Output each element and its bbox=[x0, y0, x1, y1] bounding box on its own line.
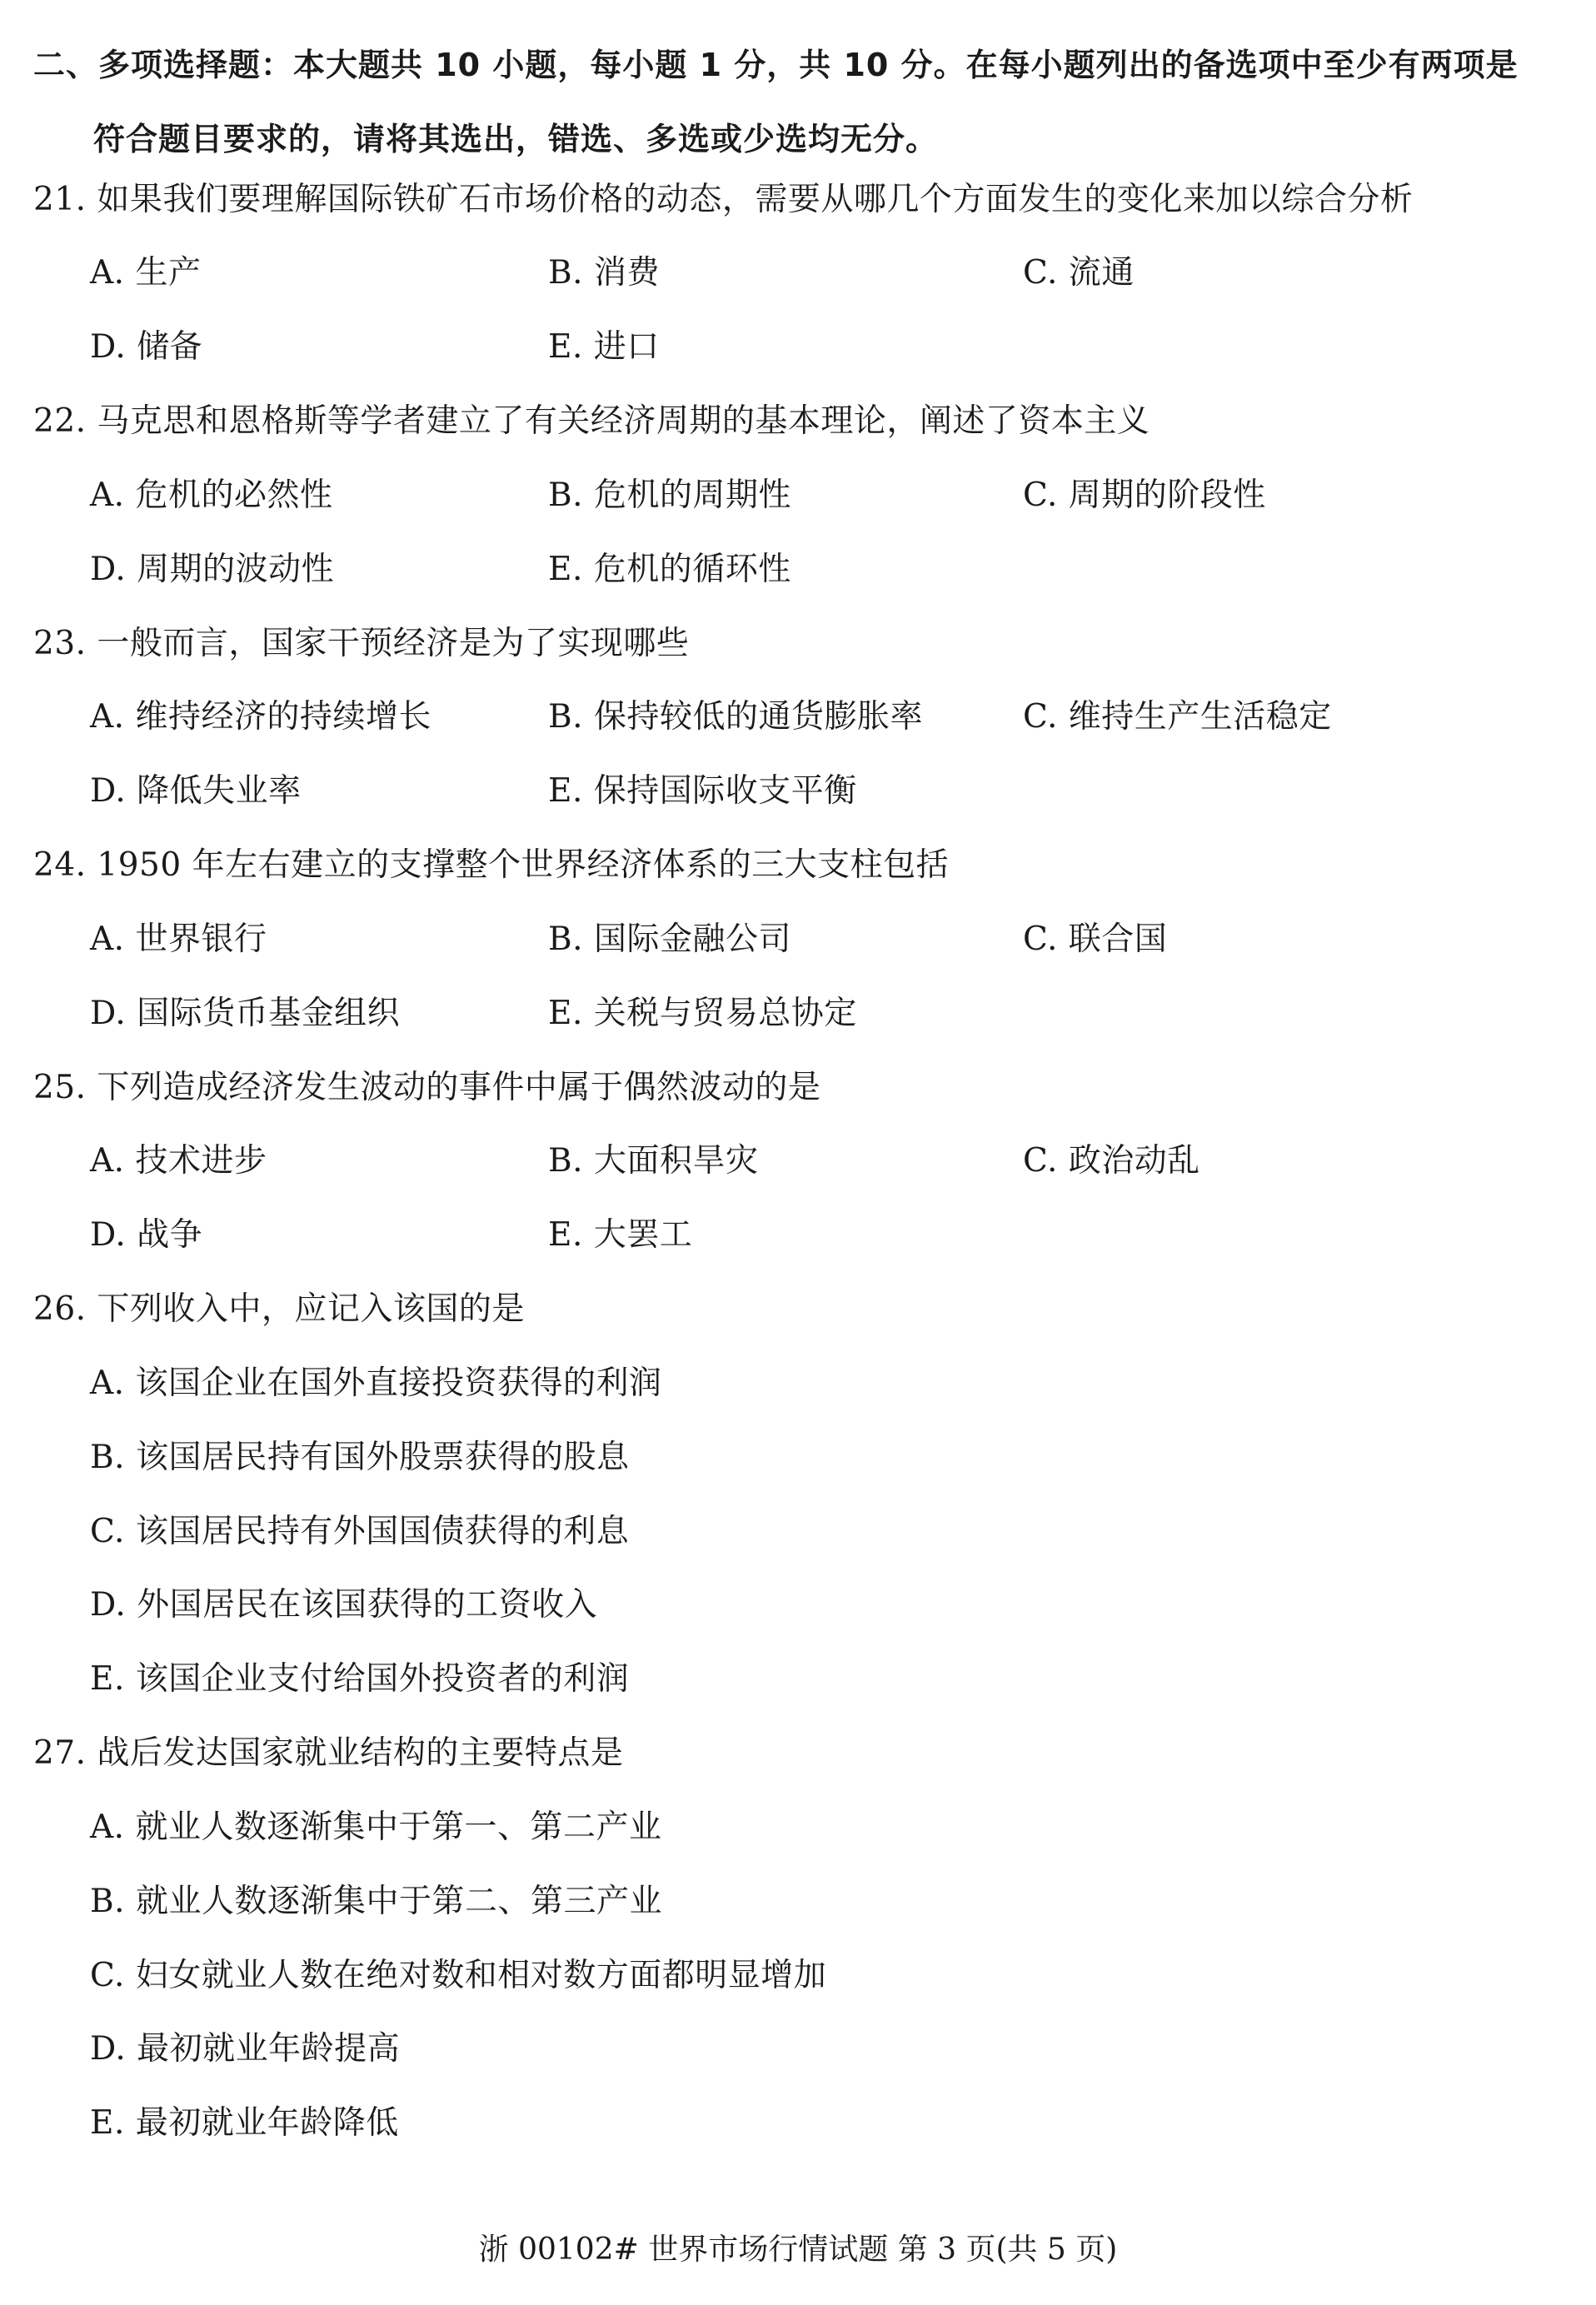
question-25-option-d: D. 战争 bbox=[90, 1216, 203, 1254]
question-21-option-e: E. 进口 bbox=[548, 328, 660, 366]
page-footer: 浙 00102# 世界市场行情试题 第 3 页(共 5 页) bbox=[478, 2233, 1118, 2267]
question-24-stem: 24. 1950 年左右建立的支撑整个世界经济体系的三大支柱包括 bbox=[33, 846, 950, 884]
section-instructions bbox=[33, 28, 1574, 177]
question-23-option-d: D. 降低失业率 bbox=[90, 772, 302, 810]
question-25-option-a: A. 技术进步 bbox=[90, 1142, 267, 1180]
question-23-option-c: C. 维持生产生活稳定 bbox=[1023, 698, 1332, 736]
question-26-stem: 26. 下列收入中，应记入该国的是 bbox=[33, 1290, 525, 1328]
question-24-options-row-1 bbox=[90, 918, 1573, 961]
question-25-option-b: B. 大面积旱灾 bbox=[548, 1142, 759, 1180]
question-26-option-b: B. 该国居民持有国外股票获得的股息 bbox=[90, 1439, 630, 1476]
question-23-options-row-1 bbox=[90, 696, 1573, 739]
question-27-option-c: C. 妇女就业人数在绝对数和相对数方面都明显增加 bbox=[90, 1957, 827, 1994]
question-24-option-a: A. 世界银行 bbox=[90, 921, 267, 958]
question-25-options-row-2 bbox=[90, 1214, 1573, 1257]
question-27-option-a: A. 就业人数逐渐集中于第一、第二产业 bbox=[90, 1809, 662, 1846]
question-22-stem: 22. 马克思和恩格斯等学者建立了有关经济周期的基本理论，阐述了资本主义 bbox=[33, 402, 1150, 440]
question-27-option-e: E. 最初就业年龄降低 bbox=[90, 2104, 399, 2142]
question-23-option-b: B. 保持较低的通货膨胀率 bbox=[548, 698, 923, 736]
question-23-option-e: E. 保持国际收支平衡 bbox=[548, 772, 857, 810]
question-22-option-e: E. 危机的循环性 bbox=[548, 551, 791, 588]
question-24-option-b: B. 国际金融公司 bbox=[548, 921, 791, 958]
question-21-options-row-2 bbox=[90, 326, 1573, 369]
question-22-option-a: A. 危机的必然性 bbox=[90, 476, 333, 514]
question-24-option-e: E. 关税与贸易总协定 bbox=[548, 995, 857, 1032]
question-24-options-row-2 bbox=[90, 992, 1573, 1035]
question-21-option-b: B. 消费 bbox=[548, 254, 660, 292]
question-21-option-d: D. 储备 bbox=[90, 328, 203, 366]
question-26-option-d: D. 外国居民在该国获得的工资收入 bbox=[90, 1586, 598, 1624]
question-25-options-row-1 bbox=[90, 1140, 1573, 1183]
question-22-option-b: B. 危机的周期性 bbox=[548, 476, 791, 514]
question-22-option-d: D. 周期的波动性 bbox=[90, 551, 335, 588]
question-25-stem: 25. 下列造成经济发生波动的事件中属于偶然波动的是 bbox=[33, 1069, 821, 1106]
question-27-stem: 27. 战后发达国家就业结构的主要特点是 bbox=[33, 1734, 624, 1772]
question-23-options-row-2 bbox=[90, 770, 1573, 813]
question-21-option-c: C. 流通 bbox=[1023, 254, 1135, 292]
question-22-option-c: C. 周期的阶段性 bbox=[1023, 476, 1266, 514]
question-27-option-b: B. 就业人数逐渐集中于第二、第三产业 bbox=[90, 1883, 662, 1920]
section-instructions-line2: 符合题目要求的，请将其选出，错选、多选或少选均无分。 bbox=[93, 121, 939, 157]
question-26-option-c: C. 该国居民持有外国国债获得的利息 bbox=[90, 1513, 630, 1550]
question-23-option-a: A. 维持经济的持续增长 bbox=[90, 698, 431, 736]
question-25-option-c: C. 政治动乱 bbox=[1023, 1142, 1200, 1180]
question-26-option-e: E. 该国企业支付给国外投资者的利润 bbox=[90, 1660, 630, 1698]
question-25-option-e: E. 大罢工 bbox=[548, 1216, 693, 1254]
question-23-stem: 23. 一般而言，国家干预经济是为了实现哪些 bbox=[33, 625, 690, 662]
question-22-options-row-1 bbox=[90, 474, 1573, 517]
question-22-options-row-2 bbox=[90, 548, 1573, 591]
question-21-stem: 21. 如果我们要理解国际铁矿石市场价格的动态，需要从哪几个方面发生的变化来加以综合分析 bbox=[33, 181, 1414, 218]
question-27-option-d: D. 最初就业年龄提高 bbox=[90, 2030, 401, 2068]
question-21-options-row-1 bbox=[90, 252, 1573, 295]
section-instructions-line1: 二、多项选择题：本大题共 10 小题，每小题 1 分，共 10 分。在每小题列出的备选项中至少有两项是 bbox=[33, 47, 1519, 83]
question-26-option-a: A. 该国企业在国外直接投资获得的利润 bbox=[90, 1365, 662, 1402]
question-24-option-d: D. 国际货币基金组织 bbox=[90, 995, 401, 1032]
question-24-option-c: C. 联合国 bbox=[1023, 921, 1168, 958]
question-21-option-a: A. 生产 bbox=[90, 254, 202, 292]
